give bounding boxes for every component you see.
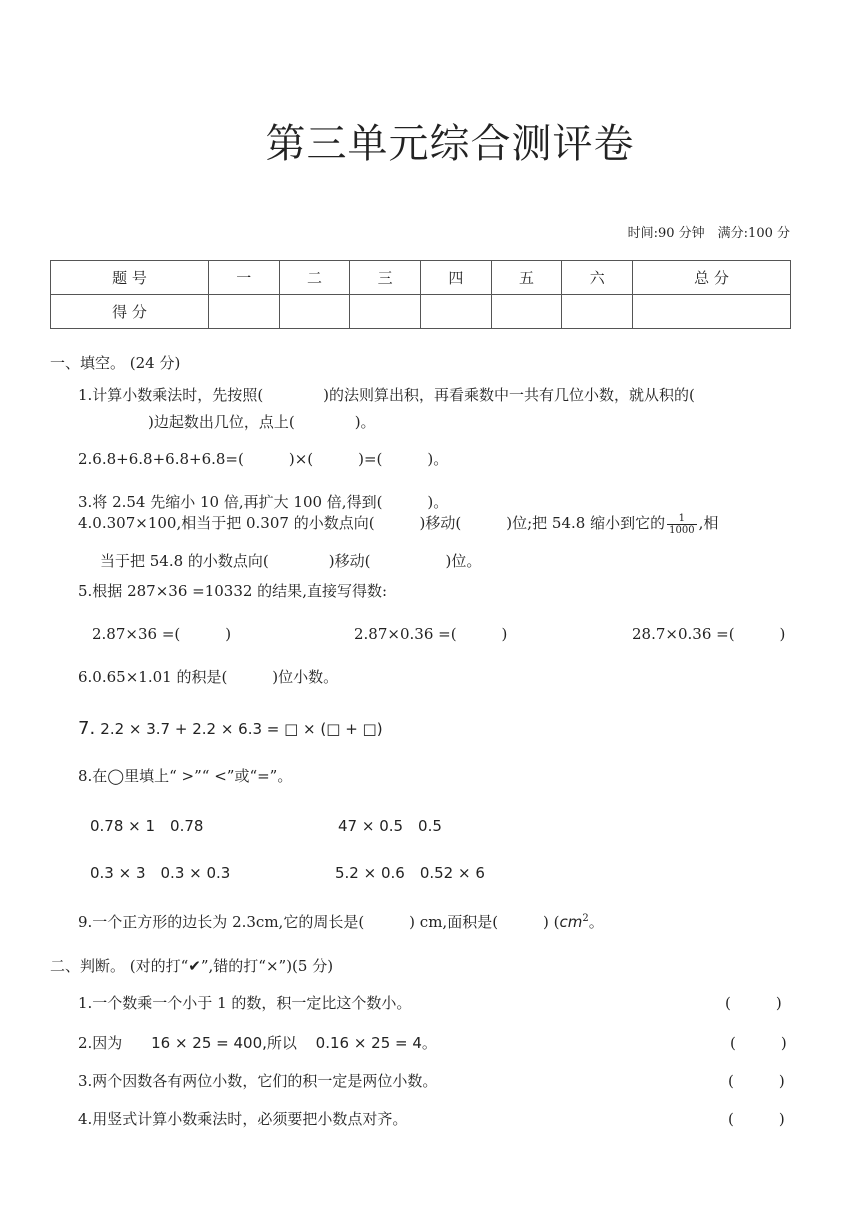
section2-heading: 二、判断。 (对的打“✔”,错的打“×”)(5 分) xyxy=(50,957,334,975)
judge-item-1: 1.一个数乘一个小于 1 的数，积一定比这个数小。 xyxy=(78,994,412,1012)
page-title: 第三单元综合测评卷 xyxy=(265,121,635,167)
question-3: 3.将 2.54 先缩小 10 倍,再扩大 100 倍,得到( )。 xyxy=(78,493,449,511)
question-9 xyxy=(78,911,604,932)
answer-parentheses[interactable]: ( ) xyxy=(730,1034,787,1052)
question-7-number: 7. xyxy=(78,718,96,739)
answer-parentheses[interactable]: ( ) xyxy=(728,1110,785,1128)
question-4-line2: 当于把 54.8 的小数点向( )移动( )位。 xyxy=(100,552,482,570)
compare-item: 5.2 × 0.6 0.52 × 6 xyxy=(335,864,485,882)
answer-parentheses[interactable]: ( ) xyxy=(728,1072,785,1090)
score-cell[interactable] xyxy=(562,295,633,329)
score-cell[interactable] xyxy=(350,295,421,329)
score-header-cell: 五 xyxy=(491,261,562,295)
score-cell[interactable] xyxy=(208,295,279,329)
score-header-cell: 四 xyxy=(420,261,491,295)
exam-meta: 时间:90 分钟 满分:100 分 xyxy=(627,226,790,241)
question-5-item: 2.87×36 =( ) xyxy=(92,625,232,643)
question-1-line2: )边起数出几位，点上( )。 xyxy=(148,413,376,431)
judge-item-3: 3.两个因数各有两位小数，它们的积一定是两位小数。 xyxy=(78,1072,438,1090)
question-8: 8.在◯里填上“ >”“ <”或“=”。 xyxy=(78,767,293,785)
score-cell[interactable] xyxy=(279,295,350,329)
question-7-expression: 2.2 × 3.7 + 2.2 × 6.3 = □ × (□ + □) xyxy=(100,720,383,738)
score-header-cell: 一 xyxy=(208,261,279,295)
score-table-header-row xyxy=(51,261,791,295)
judge-item-2-expr2: 0.16 × 25 = 4。 xyxy=(315,1034,437,1052)
fraction-numerator: 1 xyxy=(667,513,696,525)
score-row-label: 得 分 xyxy=(51,295,209,329)
question-5-item: 2.87×0.36 =( ) xyxy=(354,625,508,643)
question-4-line1 xyxy=(78,512,718,536)
judge-item-2 xyxy=(78,1032,437,1053)
question-5: 5.根据 287×36 =10332 的结果,直接写得数: xyxy=(78,582,388,600)
fraction-denominator: 1000 xyxy=(669,524,695,536)
score-header-cell: 二 xyxy=(279,261,350,295)
score-table-score-row xyxy=(51,295,791,329)
judge-item-2-mid: 所以 xyxy=(266,1034,297,1052)
answer-parentheses[interactable]: ( ) xyxy=(725,994,782,1012)
score-cell[interactable] xyxy=(491,295,562,329)
section1-heading: 一、填空。 (24 分) xyxy=(50,354,181,372)
question-1-line1: 1.计算小数乘法时，先按照( )的法则算出积，再看乘数中一共有几位小数，就从积的( xyxy=(78,386,695,404)
question-4-text-end: ,相 xyxy=(698,514,719,532)
score-header-cell: 三 xyxy=(350,261,421,295)
judge-item-2-text: 2.因为 xyxy=(78,1034,123,1052)
question-2: 2.6.8+6.8+6.8+6.8=( )×( )=( )。 xyxy=(78,450,449,468)
fraction xyxy=(667,513,696,536)
compare-item: 0.78 × 1 0.78 xyxy=(90,817,204,835)
question-9-text: 9.一个正方形的边长为 2.3cm,它的周长是( ) cm,面积是( ) ( xyxy=(78,913,560,931)
score-header-cell: 题 号 xyxy=(51,261,209,295)
question-5-item: 28.7×0.36 =( ) xyxy=(632,625,786,643)
question-4-text: 4.0.307×100,相当于把 0.307 的小数点向( )移动( )位;把 54.8 缩小到它的 xyxy=(78,514,666,532)
question-7 xyxy=(78,718,383,739)
score-cell[interactable] xyxy=(420,295,491,329)
compare-item: 0.3 × 3 0.3 × 0.3 xyxy=(90,864,231,882)
score-cell[interactable] xyxy=(633,295,791,329)
question-9-end: 。 xyxy=(588,913,604,931)
question-6: 6.0.65×1.01 的积是( )位小数。 xyxy=(78,668,339,686)
score-header-cell: 六 xyxy=(562,261,633,295)
unit-exponent: 2 xyxy=(582,913,589,924)
judge-item-2-expr1: 16 × 25 = 400, xyxy=(151,1034,267,1052)
unit-cm: cm xyxy=(559,913,583,931)
score-table xyxy=(50,260,791,329)
compare-item: 47 × 0.5 0.5 xyxy=(338,817,442,835)
score-header-cell: 总 分 xyxy=(633,261,791,295)
judge-item-4: 4.用竖式计算小数乘法时，必须要把小数点对齐。 xyxy=(78,1110,408,1128)
